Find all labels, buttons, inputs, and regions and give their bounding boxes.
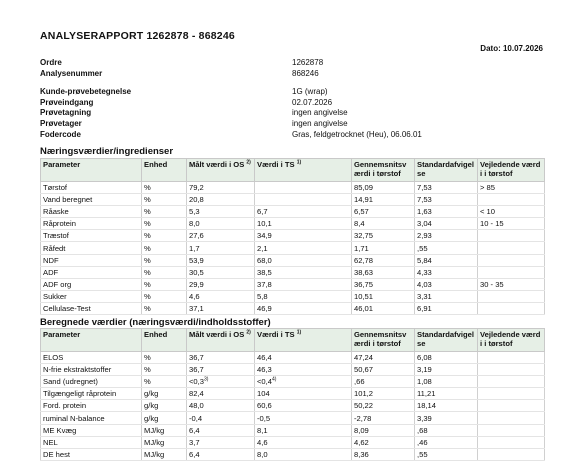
meta-row <box>40 87 422 98</box>
meta-value: 1G (wrap) <box>292 87 328 97</box>
report-title: ANALYSERAPPORT 1262878 - 868246 <box>40 30 235 42</box>
table-cell <box>478 376 545 388</box>
table-cell <box>478 448 545 460</box>
table-row <box>41 194 545 206</box>
column-header: Standardafvigelse <box>415 159 478 182</box>
table-cell: ,55 <box>415 448 478 460</box>
table-cell: Råprotein <box>41 218 142 230</box>
table-cell: 85,09 <box>352 182 415 194</box>
column-header: Værdi i TS $^{1)}$ <box>255 159 352 182</box>
table-cell <box>478 254 545 266</box>
section-title-beregnede: Beregnede værdier (næringsværdi/indholdsstoffer) <box>40 317 271 328</box>
table-cell: 8,0 <box>255 448 352 460</box>
table-cell: 48,0 <box>187 400 255 412</box>
meta-value: Gras, feldgetrocknet (Heu), 06.06.01 <box>292 129 422 139</box>
table-cell: % <box>142 206 187 218</box>
table-row <box>41 376 545 388</box>
table-cell: % <box>142 218 187 230</box>
table-cell: 50,22 <box>352 400 415 412</box>
table-cell: 1,08 <box>415 376 478 388</box>
table-cell: 3,19 <box>415 364 478 376</box>
beregnede-table <box>40 328 545 461</box>
column-header: Vejledende værdi i tørstof <box>478 159 545 182</box>
table-cell: NEL <box>41 436 142 448</box>
table-cell: > 85 <box>478 182 545 194</box>
table-cell: ruminal N-balance <box>41 412 142 424</box>
table-cell: 10 - 15 <box>478 218 545 230</box>
meta-row <box>40 98 422 109</box>
naeringsvaerdier-table <box>40 158 545 315</box>
table-row <box>41 242 545 254</box>
column-header: Gennemsnitsværdi i tørstof <box>352 329 415 352</box>
table-cell: % <box>142 182 187 194</box>
table-cell: < 10 <box>478 206 545 218</box>
meta-label: Prøvetager <box>40 118 82 128</box>
table-cell: 36,75 <box>352 278 415 290</box>
meta-value: 868246 <box>292 68 319 78</box>
section-title-naeringsvaerdier: Næringsværdier/ingredienser <box>40 146 174 157</box>
table-cell: 82,4 <box>187 388 255 400</box>
table-cell: Tilgængeligt råprotein <box>41 388 142 400</box>
table-cell: g/kg <box>142 400 187 412</box>
table-cell: 46,01 <box>352 302 415 314</box>
table-cell: 104 <box>255 388 352 400</box>
meta-row <box>40 58 422 69</box>
table-cell <box>478 266 545 278</box>
table-cell: 2,93 <box>415 230 478 242</box>
meta-value: ingen angivelse <box>292 118 348 128</box>
table-row <box>41 182 545 194</box>
table-row <box>41 218 545 230</box>
table-cell: 6,7 <box>255 206 352 218</box>
table-cell: ADF <box>41 266 142 278</box>
table-cell: 10,1 <box>255 218 352 230</box>
table-cell: 37,8 <box>255 278 352 290</box>
table-cell: MJ/kg <box>142 424 187 436</box>
table-cell: ,68 <box>415 424 478 436</box>
table-cell: 27,6 <box>187 230 255 242</box>
table-cell: 4,62 <box>352 436 415 448</box>
table-cell: 14,91 <box>352 194 415 206</box>
table-cell: MJ/kg <box>142 436 187 448</box>
table-cell: 8,09 <box>352 424 415 436</box>
table-cell: 5,8 <box>255 290 352 302</box>
table-cell <box>478 290 545 302</box>
table-cell: 5,84 <box>415 254 478 266</box>
table-cell: 36,7 <box>187 352 255 364</box>
table-cell: 79,2 <box>187 182 255 194</box>
table-cell <box>255 194 352 206</box>
table-cell: 1,63 <box>415 206 478 218</box>
column-header: Enhed <box>142 159 187 182</box>
table-cell: 2,1 <box>255 242 352 254</box>
table-cell: 20,8 <box>187 194 255 206</box>
table-cell: 4,6 <box>255 436 352 448</box>
table-cell: % <box>142 364 187 376</box>
meta-label: Prøvetagning <box>40 108 92 118</box>
table-cell: % <box>142 302 187 314</box>
table-cell: 29,9 <box>187 278 255 290</box>
table-row <box>41 364 545 376</box>
meta-label: Kunde-prøvebetegnelse <box>40 87 132 97</box>
table-cell: 46,3 <box>255 364 352 376</box>
column-header: Gennemsnitsværdi i tørstof <box>352 159 415 182</box>
table-cell: ELOS <box>41 352 142 364</box>
table-cell: 36,7 <box>187 364 255 376</box>
table-row <box>41 278 545 290</box>
table-cell: % <box>142 242 187 254</box>
table-cell: % <box>142 278 187 290</box>
table-cell: 7,53 <box>415 194 478 206</box>
column-header: Værdi i TS $^{1)}$ <box>255 329 352 352</box>
table-cell: 6,08 <box>415 352 478 364</box>
table-cell: % <box>142 266 187 278</box>
table-cell: 8,4 <box>352 218 415 230</box>
table-cell: g/kg <box>142 412 187 424</box>
column-header: Parameter <box>41 329 142 352</box>
table-cell: g/kg <box>142 388 187 400</box>
table-cell: 38,5 <box>255 266 352 278</box>
column-header: Parameter <box>41 159 142 182</box>
table-cell: ,66 <box>352 376 415 388</box>
table-cell <box>255 182 352 194</box>
table-cell: 3,7 <box>187 436 255 448</box>
table-cell: N-frie ekstraktstoffer <box>41 364 142 376</box>
table-cell <box>478 424 545 436</box>
table-cell: 8,1 <box>255 424 352 436</box>
table-cell: 53,9 <box>187 254 255 266</box>
table-row <box>41 388 545 400</box>
table-cell: $<0,3^{3)}$ <box>187 376 255 388</box>
table-cell: Cellulase-Test <box>41 302 142 314</box>
table-cell: $<0,4^{4)}$ <box>255 376 352 388</box>
table-cell: 30 - 35 <box>478 278 545 290</box>
table-cell: 3,31 <box>415 290 478 302</box>
table-cell: 7,53 <box>415 182 478 194</box>
table-cell: 8,0 <box>187 218 255 230</box>
table-cell: 3,04 <box>415 218 478 230</box>
table-cell: 5,3 <box>187 206 255 218</box>
table-cell: 18,14 <box>415 400 478 412</box>
meta-label: Fodercode <box>40 129 81 139</box>
table-cell: DE hest <box>41 448 142 460</box>
table-cell: % <box>142 194 187 206</box>
table-cell: 10,51 <box>352 290 415 302</box>
table-cell <box>478 194 545 206</box>
meta-row <box>40 130 422 141</box>
table-row <box>41 412 545 424</box>
table-row <box>41 290 545 302</box>
table-cell <box>478 242 545 254</box>
table-row <box>41 448 545 460</box>
meta-row <box>40 108 422 119</box>
table-cell: 1,71 <box>352 242 415 254</box>
table-cell: Tørstof <box>41 182 142 194</box>
table-cell <box>478 352 545 364</box>
table-cell: 6,91 <box>415 302 478 314</box>
report-meta <box>40 58 422 140</box>
table-cell: 6,57 <box>352 206 415 218</box>
table-cell: 6,4 <box>187 448 255 460</box>
meta-row <box>40 69 422 80</box>
table-cell: 34,9 <box>255 230 352 242</box>
table-cell <box>478 412 545 424</box>
table-cell: 62,78 <box>352 254 415 266</box>
column-header: Vejledende værdi i tørstof <box>478 329 545 352</box>
table-cell: 47,24 <box>352 352 415 364</box>
table-cell: 101,2 <box>352 388 415 400</box>
table-cell: % <box>142 290 187 302</box>
table-row <box>41 424 545 436</box>
table-cell: 4,03 <box>415 278 478 290</box>
table-cell: % <box>142 254 187 266</box>
column-header: Målt værdi i OS $^{2)}$ <box>187 159 255 182</box>
table-cell: ADF org <box>41 278 142 290</box>
column-header: Enhed <box>142 329 187 352</box>
table-cell: ,46 <box>415 436 478 448</box>
table-cell: % <box>142 352 187 364</box>
table-cell: 6,4 <box>187 424 255 436</box>
meta-value: 02.07.2026 <box>292 97 333 107</box>
column-header: Standardafvigelse <box>415 329 478 352</box>
table-cell <box>478 364 545 376</box>
table-cell: 11,21 <box>415 388 478 400</box>
report-date: Dato: 10.07.2026 <box>480 44 543 53</box>
meta-label: Ordre <box>40 58 62 67</box>
table-cell: Ford. protein <box>41 400 142 412</box>
table-row <box>41 254 545 266</box>
table-cell: 3,39 <box>415 412 478 424</box>
table-cell: 4,6 <box>187 290 255 302</box>
table-row <box>41 206 545 218</box>
table-cell: ME Kvæg <box>41 424 142 436</box>
table-cell: 60,6 <box>255 400 352 412</box>
table-cell: % <box>142 376 187 388</box>
table-cell: 37,1 <box>187 302 255 314</box>
meta-value: ingen angivelse <box>292 108 348 118</box>
table-cell: -0,4 <box>187 412 255 424</box>
table-row <box>41 266 545 278</box>
table-cell <box>478 400 545 412</box>
table-cell: 32,75 <box>352 230 415 242</box>
table-cell: Træstof <box>41 230 142 242</box>
table-cell: % <box>142 230 187 242</box>
table-cell: 46,4 <box>255 352 352 364</box>
table-row <box>41 302 545 314</box>
table-cell: -2,78 <box>352 412 415 424</box>
table-cell: 1,7 <box>187 242 255 254</box>
table-cell: 38,63 <box>352 266 415 278</box>
column-header: Målt værdi i OS $^{2)}$ <box>187 329 255 352</box>
table-row <box>41 230 545 242</box>
table-cell: 46,9 <box>255 302 352 314</box>
table-cell <box>478 302 545 314</box>
table-cell: Vand beregnet <box>41 194 142 206</box>
meta-value: 1262878 <box>292 58 324 67</box>
table-cell: ,55 <box>415 242 478 254</box>
table-cell: Sand (udregnet) <box>41 376 142 388</box>
table-cell: Råfedt <box>41 242 142 254</box>
table-cell: 30,5 <box>187 266 255 278</box>
table-cell: NDF <box>41 254 142 266</box>
table-cell <box>478 230 545 242</box>
table-row <box>41 436 545 448</box>
table-cell <box>478 388 545 400</box>
table-cell: -0,5 <box>255 412 352 424</box>
table-cell: 4,33 <box>415 266 478 278</box>
table-cell <box>478 436 545 448</box>
meta-row <box>40 119 422 130</box>
table-cell: MJ/kg <box>142 448 187 460</box>
table-cell: Sukker <box>41 290 142 302</box>
meta-label: Prøveindgang <box>40 97 94 107</box>
meta-spacer <box>40 79 422 87</box>
table-row <box>41 352 545 364</box>
meta-label: Analysenummer <box>40 68 103 78</box>
table-cell: 68,0 <box>255 254 352 266</box>
table-row <box>41 400 545 412</box>
table-cell: Råaske <box>41 206 142 218</box>
table-cell: 50,67 <box>352 364 415 376</box>
table-cell: 8,36 <box>352 448 415 460</box>
